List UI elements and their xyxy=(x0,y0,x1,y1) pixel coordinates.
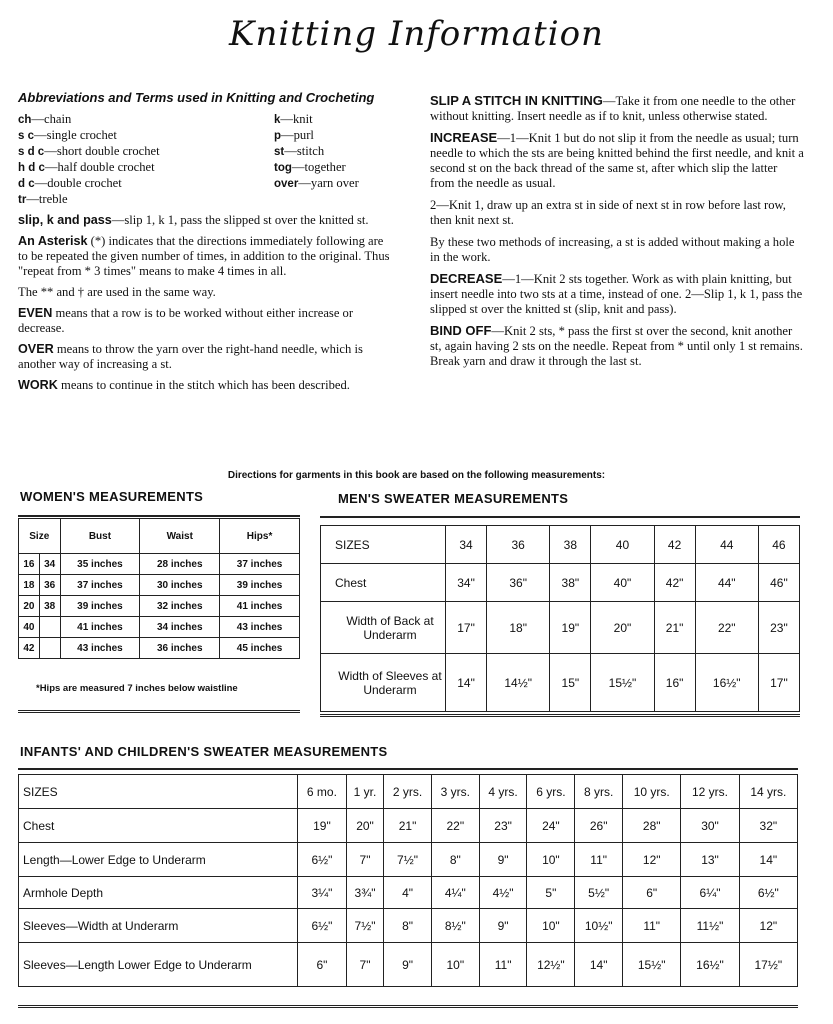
children-cell: Sleeves—Length Lower Edge to Underarm xyxy=(19,943,298,987)
children-cell: 12½" xyxy=(527,943,575,987)
women-cell: 38 xyxy=(39,596,60,617)
term-paragraph xyxy=(430,197,804,228)
women-header-cell: Bust xyxy=(60,519,140,554)
children-cell: 30" xyxy=(681,809,739,843)
men-cell: 38" xyxy=(550,564,591,602)
women-cell: 16 xyxy=(19,554,40,575)
men-cell: 34" xyxy=(446,564,487,602)
children-cell: 8" xyxy=(431,843,479,877)
term-text: means to continue in the stitch which has been described. xyxy=(57,378,350,392)
term-key: An Asterisk xyxy=(18,234,88,248)
children-cell: 4½" xyxy=(479,877,527,909)
women-cell: 30 inches xyxy=(140,575,220,596)
men-row xyxy=(321,526,800,564)
abbreviation-item xyxy=(18,128,274,144)
abbreviation-key: d c xyxy=(18,178,35,190)
children-cell: 28" xyxy=(623,809,681,843)
men-cell: 42 xyxy=(654,526,695,564)
children-cell: 6 yrs. xyxy=(527,775,575,809)
children-cell: 2 yrs. xyxy=(384,775,432,809)
children-cell: 10" xyxy=(527,909,575,943)
men-cell: 15" xyxy=(550,654,591,712)
children-cell: 13" xyxy=(681,843,739,877)
term-paragraph xyxy=(18,342,394,372)
term-text: By these two methods of increasing, a st is added without making a hole in the work. xyxy=(430,235,795,264)
children-cell: 11" xyxy=(479,943,527,987)
women-note: *Hips are measured 7 inches below waistline xyxy=(36,683,238,694)
abbreviation-text: —yarn over xyxy=(298,176,359,190)
men-table xyxy=(320,525,800,712)
men-cell: 16" xyxy=(654,654,695,712)
women-cell: 28 inches xyxy=(140,554,220,575)
women-cell: 18 xyxy=(19,575,40,596)
abbreviation-key: h d c xyxy=(18,162,45,174)
men-cell: 46 xyxy=(758,526,799,564)
abbreviation-item xyxy=(18,144,274,160)
abbreviation-item xyxy=(274,160,404,176)
children-cell: 4" xyxy=(384,877,432,909)
abbreviation-text: —together xyxy=(291,160,346,174)
children-cell: 6" xyxy=(298,943,347,987)
abbreviation-item xyxy=(18,176,274,192)
men-cell: 17" xyxy=(446,602,487,654)
men-cell: 19" xyxy=(550,602,591,654)
abbreviation-key: s d c xyxy=(18,146,45,158)
abbreviation-text: —double crochet xyxy=(34,176,122,190)
children-cell: SIZES xyxy=(19,775,298,809)
women-cell: 34 inches xyxy=(140,617,220,638)
women-cell: 41 inches xyxy=(220,596,300,617)
children-cell: 20" xyxy=(346,809,383,843)
children-cell: 6½" xyxy=(739,877,797,909)
children-cell: 3¾" xyxy=(346,877,383,909)
term-text: means to throw the yarn over the right-hand needle, which is another way of increasing a st. xyxy=(18,342,363,371)
children-cell: Armhole Depth xyxy=(19,877,298,909)
men-row xyxy=(321,654,800,712)
women-title: WOMEN'S MEASUREMENTS xyxy=(20,489,204,504)
term-paragraph xyxy=(18,306,394,336)
children-row xyxy=(19,809,798,843)
children-title: INFANTS' AND CHILDREN'S SWEATER MEASUREMENTS xyxy=(20,744,388,759)
term-key: OVER xyxy=(18,342,54,356)
abbreviation-key: s c xyxy=(18,130,34,142)
abbreviation-text: —single crochet xyxy=(34,128,117,142)
children-cell: 26" xyxy=(575,809,623,843)
term-text: —1—Knit 1 but do not slip it from the needle as usual; turn needle to which the sts are being knitted behind the first needle, and knit a second st on the back thread of the same st, after which slip the latter from the needle as usual. xyxy=(430,131,804,190)
abbreviation-item xyxy=(274,112,404,128)
children-cell: 6" xyxy=(623,877,681,909)
children-cell: Chest xyxy=(19,809,298,843)
abbreviation-item xyxy=(274,176,404,192)
women-cell: 35 inches xyxy=(60,554,140,575)
women-cell xyxy=(39,617,60,638)
abbreviation-key: p xyxy=(274,130,282,142)
children-cell: 12" xyxy=(739,909,797,943)
women-header-cell: Waist xyxy=(140,519,220,554)
term-key: slip, k and pass xyxy=(18,213,112,227)
children-cell: 7½" xyxy=(384,843,432,877)
women-header-row xyxy=(19,519,300,554)
term-text: —1—Knit 2 sts together. Work as with plain knitting, but insert needle into two sts at a time, instead of one. 2—Slip 1, k 1, pass the slipped st over the knitted st (slip, knit and pass). xyxy=(430,272,803,316)
men-cell: Width of Back at Underarm xyxy=(321,602,446,654)
children-cell: 6¼" xyxy=(681,877,739,909)
children-cell: 3 yrs. xyxy=(431,775,479,809)
abbreviation-text: —purl xyxy=(281,128,314,142)
children-cell: 8 yrs. xyxy=(575,775,623,809)
term-key: EVEN xyxy=(18,306,53,320)
children-table xyxy=(18,774,798,987)
term-paragraph xyxy=(430,271,804,317)
women-cell: 20 xyxy=(19,596,40,617)
children-cell: 12" xyxy=(623,843,681,877)
term-key: WORK xyxy=(18,378,58,392)
abbreviations-heading: Abbreviations and Terms used in Knitting and Crocheting xyxy=(18,90,375,105)
men-cell: 23" xyxy=(758,602,799,654)
men-cell: 17" xyxy=(758,654,799,712)
abbreviation-item xyxy=(18,160,274,176)
men-cell: 18" xyxy=(487,602,550,654)
children-cell: Sleeves—Width at Underarm xyxy=(19,909,298,943)
abbreviation-text: —knit xyxy=(280,112,313,126)
men-cell: 40" xyxy=(591,564,654,602)
children-cell: 22" xyxy=(431,809,479,843)
children-cell: 10½" xyxy=(575,909,623,943)
women-cell: 42 xyxy=(19,638,40,659)
men-cell: 36 xyxy=(487,526,550,564)
children-cell: 12 yrs. xyxy=(681,775,739,809)
children-cell: 7½" xyxy=(346,909,383,943)
term-text: The ** and † are used in the same way. xyxy=(18,285,216,299)
women-row xyxy=(19,554,300,575)
term-paragraph xyxy=(18,213,394,228)
women-cell: 39 inches xyxy=(60,596,140,617)
women-cell: 39 inches xyxy=(220,575,300,596)
abbreviation-item xyxy=(274,128,404,144)
term-key: BIND OFF xyxy=(430,323,492,338)
term-key: DECREASE xyxy=(430,271,503,286)
children-cell: 3¼" xyxy=(298,877,347,909)
children-cell: 6½" xyxy=(298,843,347,877)
children-cell: 9" xyxy=(479,909,527,943)
women-cell: 43 inches xyxy=(60,638,140,659)
children-cell: 24" xyxy=(527,809,575,843)
children-row xyxy=(19,943,798,987)
children-cell: 21" xyxy=(384,809,432,843)
women-cell: 40 xyxy=(19,617,40,638)
children-cell: 19" xyxy=(298,809,347,843)
children-cell: 11" xyxy=(623,909,681,943)
children-cell: 11" xyxy=(575,843,623,877)
right-terms xyxy=(430,93,804,369)
children-cell: 9" xyxy=(384,943,432,987)
women-table xyxy=(18,518,300,659)
men-cell: 36" xyxy=(487,564,550,602)
abbreviation-text: —half double crochet xyxy=(44,160,155,174)
abbreviation-item xyxy=(18,112,274,128)
women-cell xyxy=(39,638,60,659)
women-cell: 32 inches xyxy=(140,596,220,617)
women-cell: 37 inches xyxy=(60,575,140,596)
women-header-cell: Size xyxy=(19,519,61,554)
term-paragraph xyxy=(430,323,804,369)
men-row xyxy=(321,602,800,654)
children-cell: 23" xyxy=(479,809,527,843)
children-cell: 4 yrs. xyxy=(479,775,527,809)
children-cell: Length—Lower Edge to Underarm xyxy=(19,843,298,877)
men-cell: 40 xyxy=(591,526,654,564)
children-cell: 10" xyxy=(527,843,575,877)
right-column xyxy=(430,93,804,375)
children-row xyxy=(19,909,798,943)
measurements-intro: Directions for garments in this book are based on the following measurements: xyxy=(227,470,606,481)
children-cell: 9" xyxy=(479,843,527,877)
children-cell: 14" xyxy=(739,843,797,877)
women-cell: 36 inches xyxy=(140,638,220,659)
abbreviation-text: —stitch xyxy=(284,144,325,158)
children-row xyxy=(19,843,798,877)
left-column xyxy=(18,90,394,399)
men-cell: 14½" xyxy=(487,654,550,712)
men-cell: 44" xyxy=(695,564,758,602)
children-cell: 4¼" xyxy=(431,877,479,909)
abbreviation-key: tr xyxy=(18,194,27,206)
children-cell: 17½" xyxy=(739,943,797,987)
abbreviation-text: —short double crochet xyxy=(44,144,160,158)
abbreviation-key: ch xyxy=(18,114,32,126)
term-paragraph xyxy=(430,234,804,265)
abbreviation-key: st xyxy=(274,146,285,158)
left-terms xyxy=(18,213,394,393)
men-cell: 21" xyxy=(654,602,695,654)
women-row xyxy=(19,617,300,638)
term-text: 2—Knit 1, draw up an extra st in side of next st in row before last row, then knit next st. xyxy=(430,198,786,227)
children-cell: 11½" xyxy=(681,909,739,943)
term-text: means that a row is to be worked without either increase or decrease. xyxy=(18,306,354,335)
children-cell: 7" xyxy=(346,843,383,877)
men-cell: 44 xyxy=(695,526,758,564)
abbreviation-text: —chain xyxy=(31,112,72,126)
children-cell: 10 yrs. xyxy=(623,775,681,809)
women-row xyxy=(19,575,300,596)
children-cell: 6 mo. xyxy=(298,775,347,809)
men-cell: SIZES xyxy=(321,526,446,564)
children-row xyxy=(19,877,798,909)
men-cell: 34 xyxy=(446,526,487,564)
term-paragraph xyxy=(18,285,394,300)
term-text: (*) indicates that the directions immediately following are to be repeated the given number of times, in addition to the original. Thus "repeat from * 3 times" means to make 4 times in all. xyxy=(18,234,390,278)
women-cell: 45 inches xyxy=(220,638,300,659)
men-cell: 15½" xyxy=(591,654,654,712)
children-cell: 32" xyxy=(739,809,797,843)
men-cell: 38 xyxy=(550,526,591,564)
children-cell: 10" xyxy=(431,943,479,987)
men-cell: 42" xyxy=(654,564,695,602)
children-cell: 7" xyxy=(346,943,383,987)
children-cell: 15½" xyxy=(623,943,681,987)
women-row xyxy=(19,596,300,617)
men-cell: Width of Sleeves at Underarm xyxy=(321,654,446,712)
children-cell: 16½" xyxy=(681,943,739,987)
term-paragraph xyxy=(18,378,394,393)
women-cell: 36 xyxy=(39,575,60,596)
men-title: MEN'S SWEATER MEASUREMENTS xyxy=(338,491,569,506)
term-paragraph xyxy=(430,93,804,124)
abbreviation-text: —treble xyxy=(26,192,68,206)
children-cell: 5" xyxy=(527,877,575,909)
men-row xyxy=(321,564,800,602)
men-cell: 46" xyxy=(758,564,799,602)
men-cell: 20" xyxy=(591,602,654,654)
men-cell: 22" xyxy=(695,602,758,654)
women-cell: 34 xyxy=(39,554,60,575)
children-row xyxy=(19,775,798,809)
page-title: Knitting Information xyxy=(229,14,604,54)
children-cell: 1 yr. xyxy=(346,775,383,809)
abbreviation-key: over xyxy=(274,178,299,190)
children-cell: 14 yrs. xyxy=(739,775,797,809)
women-cell: 41 inches xyxy=(60,617,140,638)
men-cell: Chest xyxy=(321,564,446,602)
term-paragraph xyxy=(430,130,804,191)
term-text: —Take it from one needle to the other without knitting. Insert needle as if to knit, unless otherwise stated. xyxy=(430,94,796,123)
women-row xyxy=(19,638,300,659)
term-text: —Knit 2 sts, * pass the first st over the second, knit another st, again having 2 sts on the needle. Repeat from * until only 1 st remains. Break yarn and draw it through the last st. xyxy=(430,324,803,368)
children-cell: 8" xyxy=(384,909,432,943)
abbreviation-item xyxy=(18,192,274,208)
men-cell: 16½" xyxy=(695,654,758,712)
abbreviations-list xyxy=(18,112,394,208)
children-cell: 8½" xyxy=(431,909,479,943)
term-key: SLIP A STITCH IN KNITTING xyxy=(430,93,603,108)
women-cell: 37 inches xyxy=(220,554,300,575)
women-header-cell: Hips* xyxy=(220,519,300,554)
children-cell: 6½" xyxy=(298,909,347,943)
abbreviation-item xyxy=(274,144,404,160)
term-text: —slip 1, k 1, pass the slipped st over the knitted st. xyxy=(111,213,369,227)
term-key: INCREASE xyxy=(430,130,498,145)
children-cell: 14" xyxy=(575,943,623,987)
men-cell: 14" xyxy=(446,654,487,712)
abbreviation-key: tog xyxy=(274,162,292,174)
abbreviation-key: k xyxy=(274,114,281,126)
abbreviation-item xyxy=(274,192,404,208)
women-cell: 43 inches xyxy=(220,617,300,638)
children-cell: 5½" xyxy=(575,877,623,909)
term-paragraph xyxy=(18,234,394,279)
